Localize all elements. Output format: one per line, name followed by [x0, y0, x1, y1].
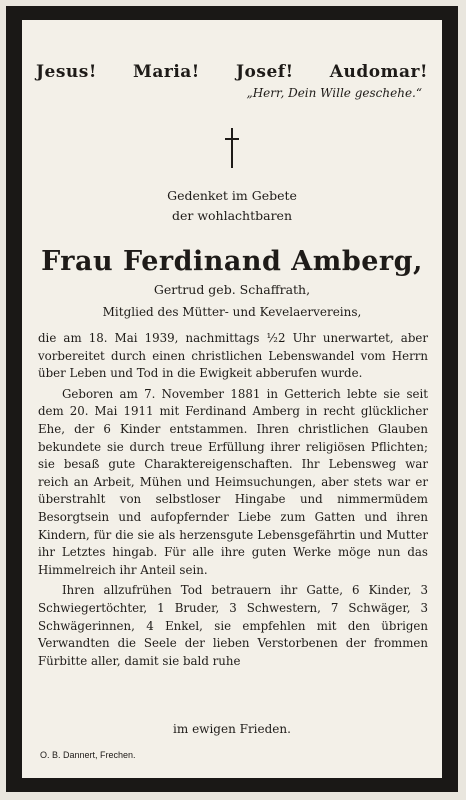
- prayer-card: [6, 6, 458, 792]
- obituary-text: [38, 330, 428, 673]
- paragraph-life: Geboren am 7. November 1881 in Getterich lebte sie seit dem 20. Mai 1911 mit Ferdinand Amberg in recht glücklicher Ehe, der 6 Kinder entstammen. Ihren christlichen Glauben bekundete sie durch treue Erfüllung ihrer religiösen Pflichten; sie besaß gute Charaktereigenschaften. Ihr Lebensweg war reich an Arbeit, Mühen und Heimsuchungen, aber stets war er überstrahlt von selbstloser Hingabe und nimmermüdem Besorgtsein und aufopfernder Liebe zum Gatten und ihren Kindern, für die sie als herzensgute Lebensgefährtin und Mutter ihr Letztes hingab. Für alle ihre guten Werke möge nun das Himmelreich ihr Anteil sein.: [38, 386, 428, 577]
- motto: „Herr, Dein Wille geschehe.“: [246, 86, 422, 100]
- name-josef: Josef!: [236, 62, 294, 82]
- name-jesus: Jesus!: [36, 62, 97, 82]
- cross-icon: [225, 128, 239, 168]
- closing-line: im ewigen Frieden.: [173, 722, 291, 736]
- intro-line-1: Gedenket im Gebete: [167, 188, 297, 203]
- membership: Mitglied des Mütter- und Kevelaervereins,: [102, 305, 362, 319]
- name-maria: Maria!: [133, 62, 200, 82]
- printer-credit: O. B. Dannert, Frechen.: [40, 750, 136, 760]
- card-paper: [22, 20, 442, 778]
- paragraph-mourners: Ihren allzufrühen Tod betrauern ihr Gatte, 6 Kinder, 3 Schwiegertöchter, 1 Bruder, 3 Schwestern, 7 Schwäger, 3 Schwägerinnen, 4 Enkel, sie empfehlen mit den übrigen Verwandten die Seele der lieben Verstorbenen der frommen Fürbitte aller, damit sie bald ruhe: [38, 583, 428, 668]
- deceased-name: Frau Ferdinand Amberg,: [41, 246, 423, 277]
- paragraph-death: die am 18. Mai 1939, nachmittags ½2 Uhr unerwartet, aber vorbereitet durch einen christlichen Lebenswandel vom Herrn über Leben und Tod in die Ewigkeit abberufen wurde.: [38, 331, 428, 381]
- name-audomar: Audomar!: [329, 62, 428, 82]
- intro-line-2: der wohlachtbaren: [171, 208, 293, 223]
- holy-names-row: [36, 62, 428, 82]
- birth-name: Gertrud geb. Schaffrath,: [153, 282, 311, 297]
